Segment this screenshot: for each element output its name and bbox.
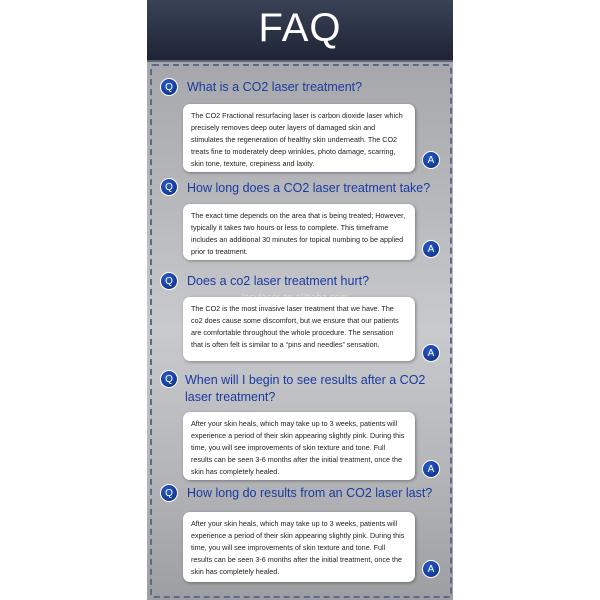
answer-badge-icon: A: [422, 344, 440, 362]
faq-question-1: What is a CO2 laser treatment?: [187, 80, 363, 94]
faq-answer-box-3: [183, 297, 415, 361]
answer-badge-icon: A: [422, 560, 440, 578]
faq-question-4: When will I begin to see results after a CO2 laser treatment?: [185, 373, 426, 404]
answer-badge-icon: A: [422, 460, 440, 478]
faq-answer-box-4: [183, 412, 415, 480]
faq-question-5: How long do results from an CO2 laser last?: [187, 486, 433, 500]
page-title: FAQ: [258, 6, 342, 50]
question-badge-icon: Q: [160, 178, 178, 196]
answer-badge-icon: A: [422, 151, 440, 169]
faq-question-2: How long does a CO2 laser treatment take?: [187, 181, 431, 195]
faq-answer-4: After your skin heals, which may take up to 3 weeks, patients will experience a period of their skin appearing slightly pink. During this time, you will see improvements of skin texture and tone. Full results can be seen 3-6 months after the initial treatment, once the skin has completely healed.: [191, 419, 405, 476]
faq-question-3: Does a co2 laser treatment hurt?: [187, 274, 370, 288]
faq-answer-box-1: [183, 104, 415, 172]
faq-answer-3: The CO2 is the most invasive laser treatment that we have. The co2 does cause some discomfort, but we ensure that our patients are comfortable throughout the whole procedure. The sensation that is often felt is similar to a “pins and needles” sensation.: [191, 304, 399, 349]
question-badge-icon: Q: [160, 370, 178, 388]
faq-answer-box-2: [183, 204, 415, 260]
question-badge-icon: Q: [160, 484, 178, 502]
faq-answer-5: After your skin heals, which may take up to 3 weeks, patients will experience a period of their skin appearing slightly pink. During this time, you will see improvements of skin texture and tone. Full results can be seen 3-6 months after the initial treatment, once the skin has completely healed.: [191, 519, 405, 576]
faq-answer-box-5: [183, 512, 415, 582]
faq-answer-1: The CO2 Fractional resurfacing laser is carbon dioxide laser which precisely removes deep outer layers of damaged skin and stimulates the regeneration of healthy skin underneath. The CO2 treats fine to moderately deep wrinkles, photo damage, scarring, skin tone, texture, crepiness and laxity.: [191, 111, 403, 168]
faq-answer-2: The exact time depends on the area that is being treated; However, typically it takes two hours or less to complete. This timeframe includes an additional 30 minutes for topical numbing to be applied prior to treatment.: [191, 211, 406, 256]
question-badge-icon: Q: [160, 78, 178, 96]
question-badge-icon: Q: [160, 272, 178, 290]
header-banner: [147, 0, 453, 62]
answer-badge-icon: A: [422, 240, 440, 258]
faq-poster: [147, 0, 453, 600]
